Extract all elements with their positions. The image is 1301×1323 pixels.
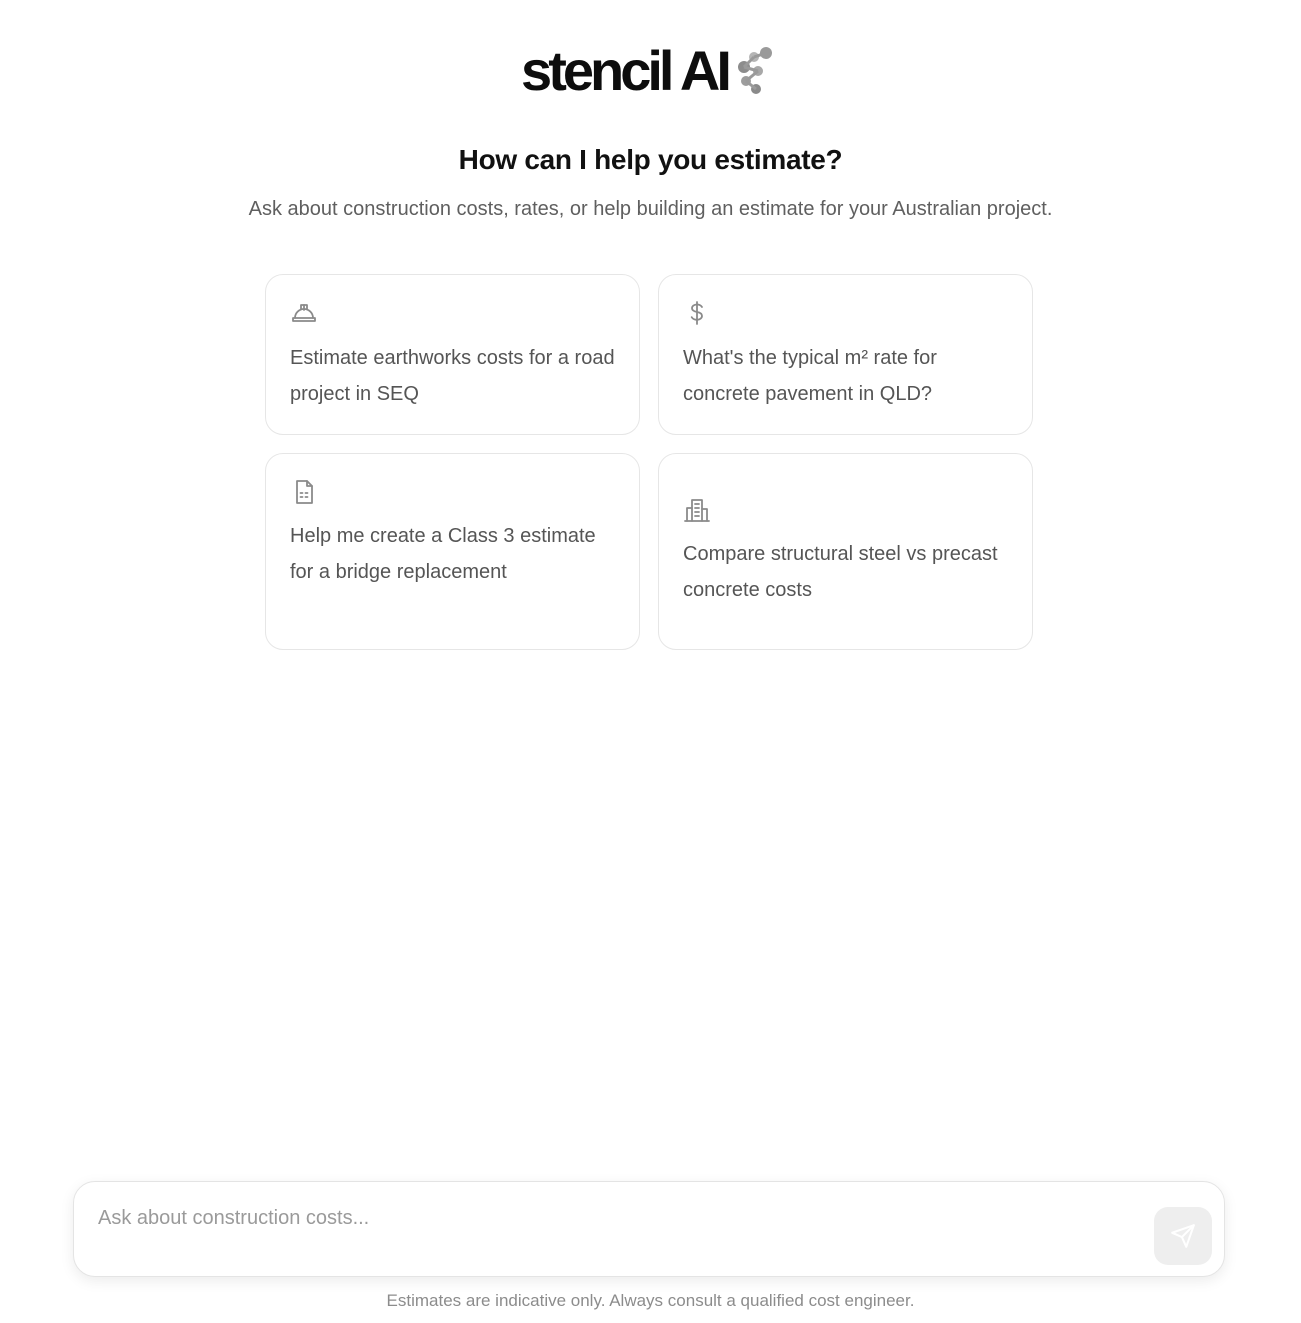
suggestion-card-class3-estimate[interactable] <box>265 453 640 650</box>
chat-input[interactable] <box>98 1202 1098 1234</box>
page-title: How can I help you estimate? <box>458 144 843 175</box>
logo-wordmark: stencil AI <box>521 39 728 102</box>
hard-hat-icon <box>290 299 318 327</box>
suggestion-card-earthworks[interactable] <box>265 274 640 435</box>
building-icon <box>683 496 711 524</box>
suggestion-label: What's the typical m² rate for concrete pavement in QLD? <box>683 347 937 405</box>
chat-composer <box>73 1181 1225 1277</box>
send-button[interactable] <box>1154 1207 1212 1265</box>
send-icon <box>1170 1223 1196 1249</box>
suggestion-card-steel-vs-precast[interactable] <box>658 453 1033 650</box>
dollar-icon <box>683 299 711 327</box>
document-icon <box>290 478 318 506</box>
suggestion-label: Estimate earthworks costs for a road project in SEQ <box>290 347 615 405</box>
page-subtitle: Ask about construction costs, rates, or help building an estimate for your Australian project. <box>248 198 1053 220</box>
logo <box>0 40 1301 102</box>
logo-lockup <box>521 39 776 102</box>
disclaimer-text: Estimates are indicative only. Always consult a qualified cost engineer. <box>386 1291 915 1310</box>
suggestion-label: Help me create a Class 3 estimate for a bridge replacement <box>290 525 596 583</box>
suggestion-label: Compare structural steel vs precast concrete costs <box>683 543 998 601</box>
molecule-icon <box>732 45 776 97</box>
suggestion-card-concrete-rate[interactable] <box>658 274 1033 435</box>
